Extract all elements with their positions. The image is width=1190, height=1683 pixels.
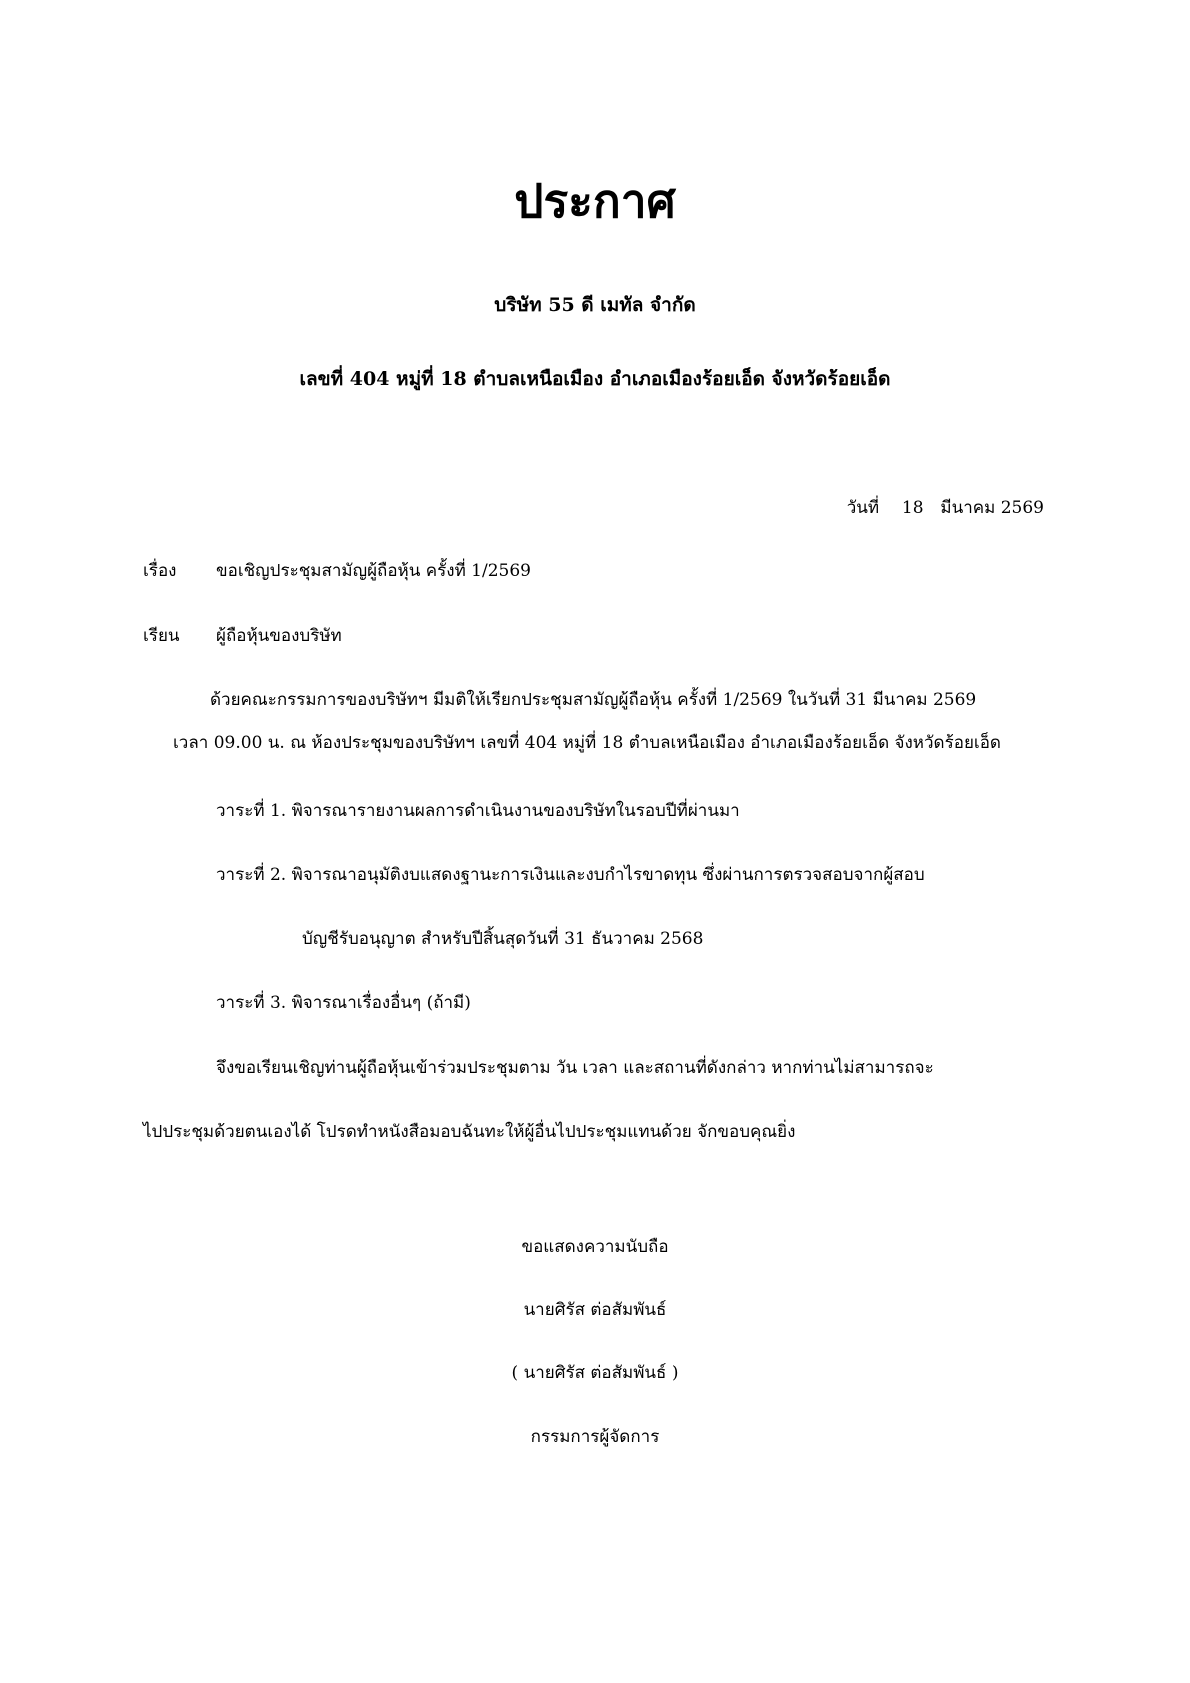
date-month-year: มีนาคม 2569 (940, 498, 1044, 518)
date-day: 18 (901, 498, 924, 518)
agenda-item-2: วาระที่ 2. พิจารณาอนุมัติงบแสดงฐานะการเงินและงบกำไรขาดทุน ซึ่งผ่านการตรวจสอบจากผู้สอบ (216, 865, 925, 885)
document-date (847, 494, 1044, 521)
subject-text: ขอเชิญประชุมสามัญผู้ถือหุ้น ครั้งที่ 1/2569 (216, 561, 531, 581)
document-title: ประกาศ (514, 174, 676, 228)
date-label: วันที่ (846, 498, 880, 518)
agenda-item-2-continuation: บัญชีรับอนุญาต สำหรับปีสิ้นสุดวันที่ 31 ธันวาคม 2568 (302, 929, 704, 949)
signature-regards: ขอแสดงความนับถือ (521, 1237, 669, 1257)
intro-paragraph-line-2: เวลา 09.00 น. ณ ห้องประชุมของบริษัทฯ เลขที่ 404 หมู่ที่ 18 ตำบลเหนือเมือง อำเภอเมืองร้อยเอ็ด จังหวัดร้อยเอ็ด (173, 733, 1001, 753)
closing-paragraph-line-2: ไปประชุมด้วยตนเองได้ โปรดทำหนังสือมอบฉันทะให้ผู้อื่นไปประชุมแทนด้วย จักขอบคุณยิ่ง (143, 1122, 796, 1142)
company-name: บริษัท 55 ดี เมทัล จำกัด (494, 294, 696, 316)
recipient-text: ผู้ถือหุ้นของบริษัท (216, 626, 342, 646)
intro-paragraph-line-1: ด้วยคณะกรรมการของบริษัทฯ มีมติให้เรียกประชุมสามัญผู้ถือหุ้น ครั้งที่ 1/2569 ในวันที่ 31 มีนาคม 2569 (210, 690, 977, 710)
closing-paragraph-line-1: จึงขอเรียนเชิญท่านผู้ถือหุ้นเข้าร่วมประชุมตาม วัน เวลา และสถานที่ดังกล่าว หากท่านไม่สามารถจะ (216, 1058, 934, 1078)
subject-label: เรื่อง (143, 561, 177, 581)
signature-name-parenthesized: ( นายศิรัส ต่อสัมพันธ์ ) (511, 1363, 679, 1383)
signature-position: กรรมการผู้จัดการ (530, 1427, 660, 1447)
agenda-item-1: วาระที่ 1. พิจารณารายงานผลการดำเนินงานของบริษัทในรอบปีที่ผ่านมา (216, 801, 740, 821)
recipient-label: เรียน (143, 626, 180, 646)
agenda-item-3: วาระที่ 3. พิจารณาเรื่องอื่นๆ (ถ้ามี) (216, 993, 471, 1013)
company-address: เลขที่ 404 หมู่ที่ 18 ตำบลเหนือเมือง อำเภอเมืองร้อยเอ็ด จังหวัดร้อยเอ็ด (299, 368, 891, 390)
signature-name: นายศิรัส ต่อสัมพันธ์ (523, 1300, 667, 1320)
